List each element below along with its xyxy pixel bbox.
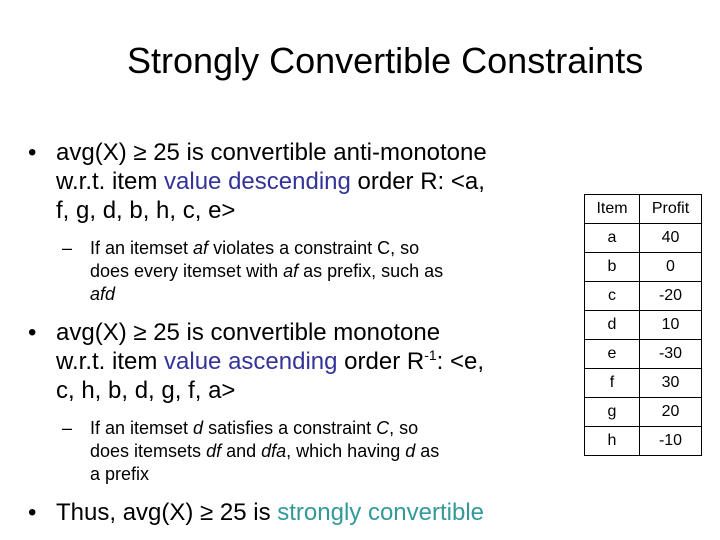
item-cell: e — [585, 340, 640, 369]
item-cell: d — [585, 311, 640, 340]
item-profit-table — [584, 194, 702, 456]
bullet-icon: • — [28, 139, 37, 166]
item-cell: f — [585, 369, 640, 398]
dash-icon: – — [62, 418, 73, 438]
profit-cell: -20 — [640, 282, 702, 311]
table-row — [585, 224, 702, 253]
profit-cell: 30 — [640, 369, 702, 398]
item-cell: a — [585, 224, 640, 253]
table-row — [585, 369, 702, 398]
table-row — [585, 253, 702, 282]
highlight-value-ascending: value ascending — [164, 348, 338, 375]
highlight-value-descending: value descending — [164, 168, 351, 195]
table-row — [585, 282, 702, 311]
profit-cell: -10 — [640, 427, 702, 456]
table-header-row — [585, 195, 702, 224]
slide-title: Strongly Convertible Constraints — [127, 40, 644, 81]
profit-cell: 0 — [640, 253, 702, 282]
table-row — [585, 427, 702, 456]
highlight-strongly-convertible: strongly convertible — [277, 499, 485, 526]
profit-cell: -30 — [640, 340, 702, 369]
table-row — [585, 311, 702, 340]
profit-cell: 20 — [640, 398, 702, 427]
profit-cell: 10 — [640, 311, 702, 340]
item-cell: g — [585, 398, 640, 427]
item-cell: b — [585, 253, 640, 282]
profit-cell: 40 — [640, 224, 702, 253]
header-profit: Profit — [640, 195, 702, 224]
item-cell: c — [585, 282, 640, 311]
dash-icon: – — [62, 238, 73, 258]
bullet-icon: • — [28, 319, 37, 346]
bullet-icon: • — [28, 499, 37, 526]
header-item: Item — [585, 195, 640, 224]
table-row — [585, 398, 702, 427]
item-cell: h — [585, 427, 640, 456]
table-row — [585, 340, 702, 369]
